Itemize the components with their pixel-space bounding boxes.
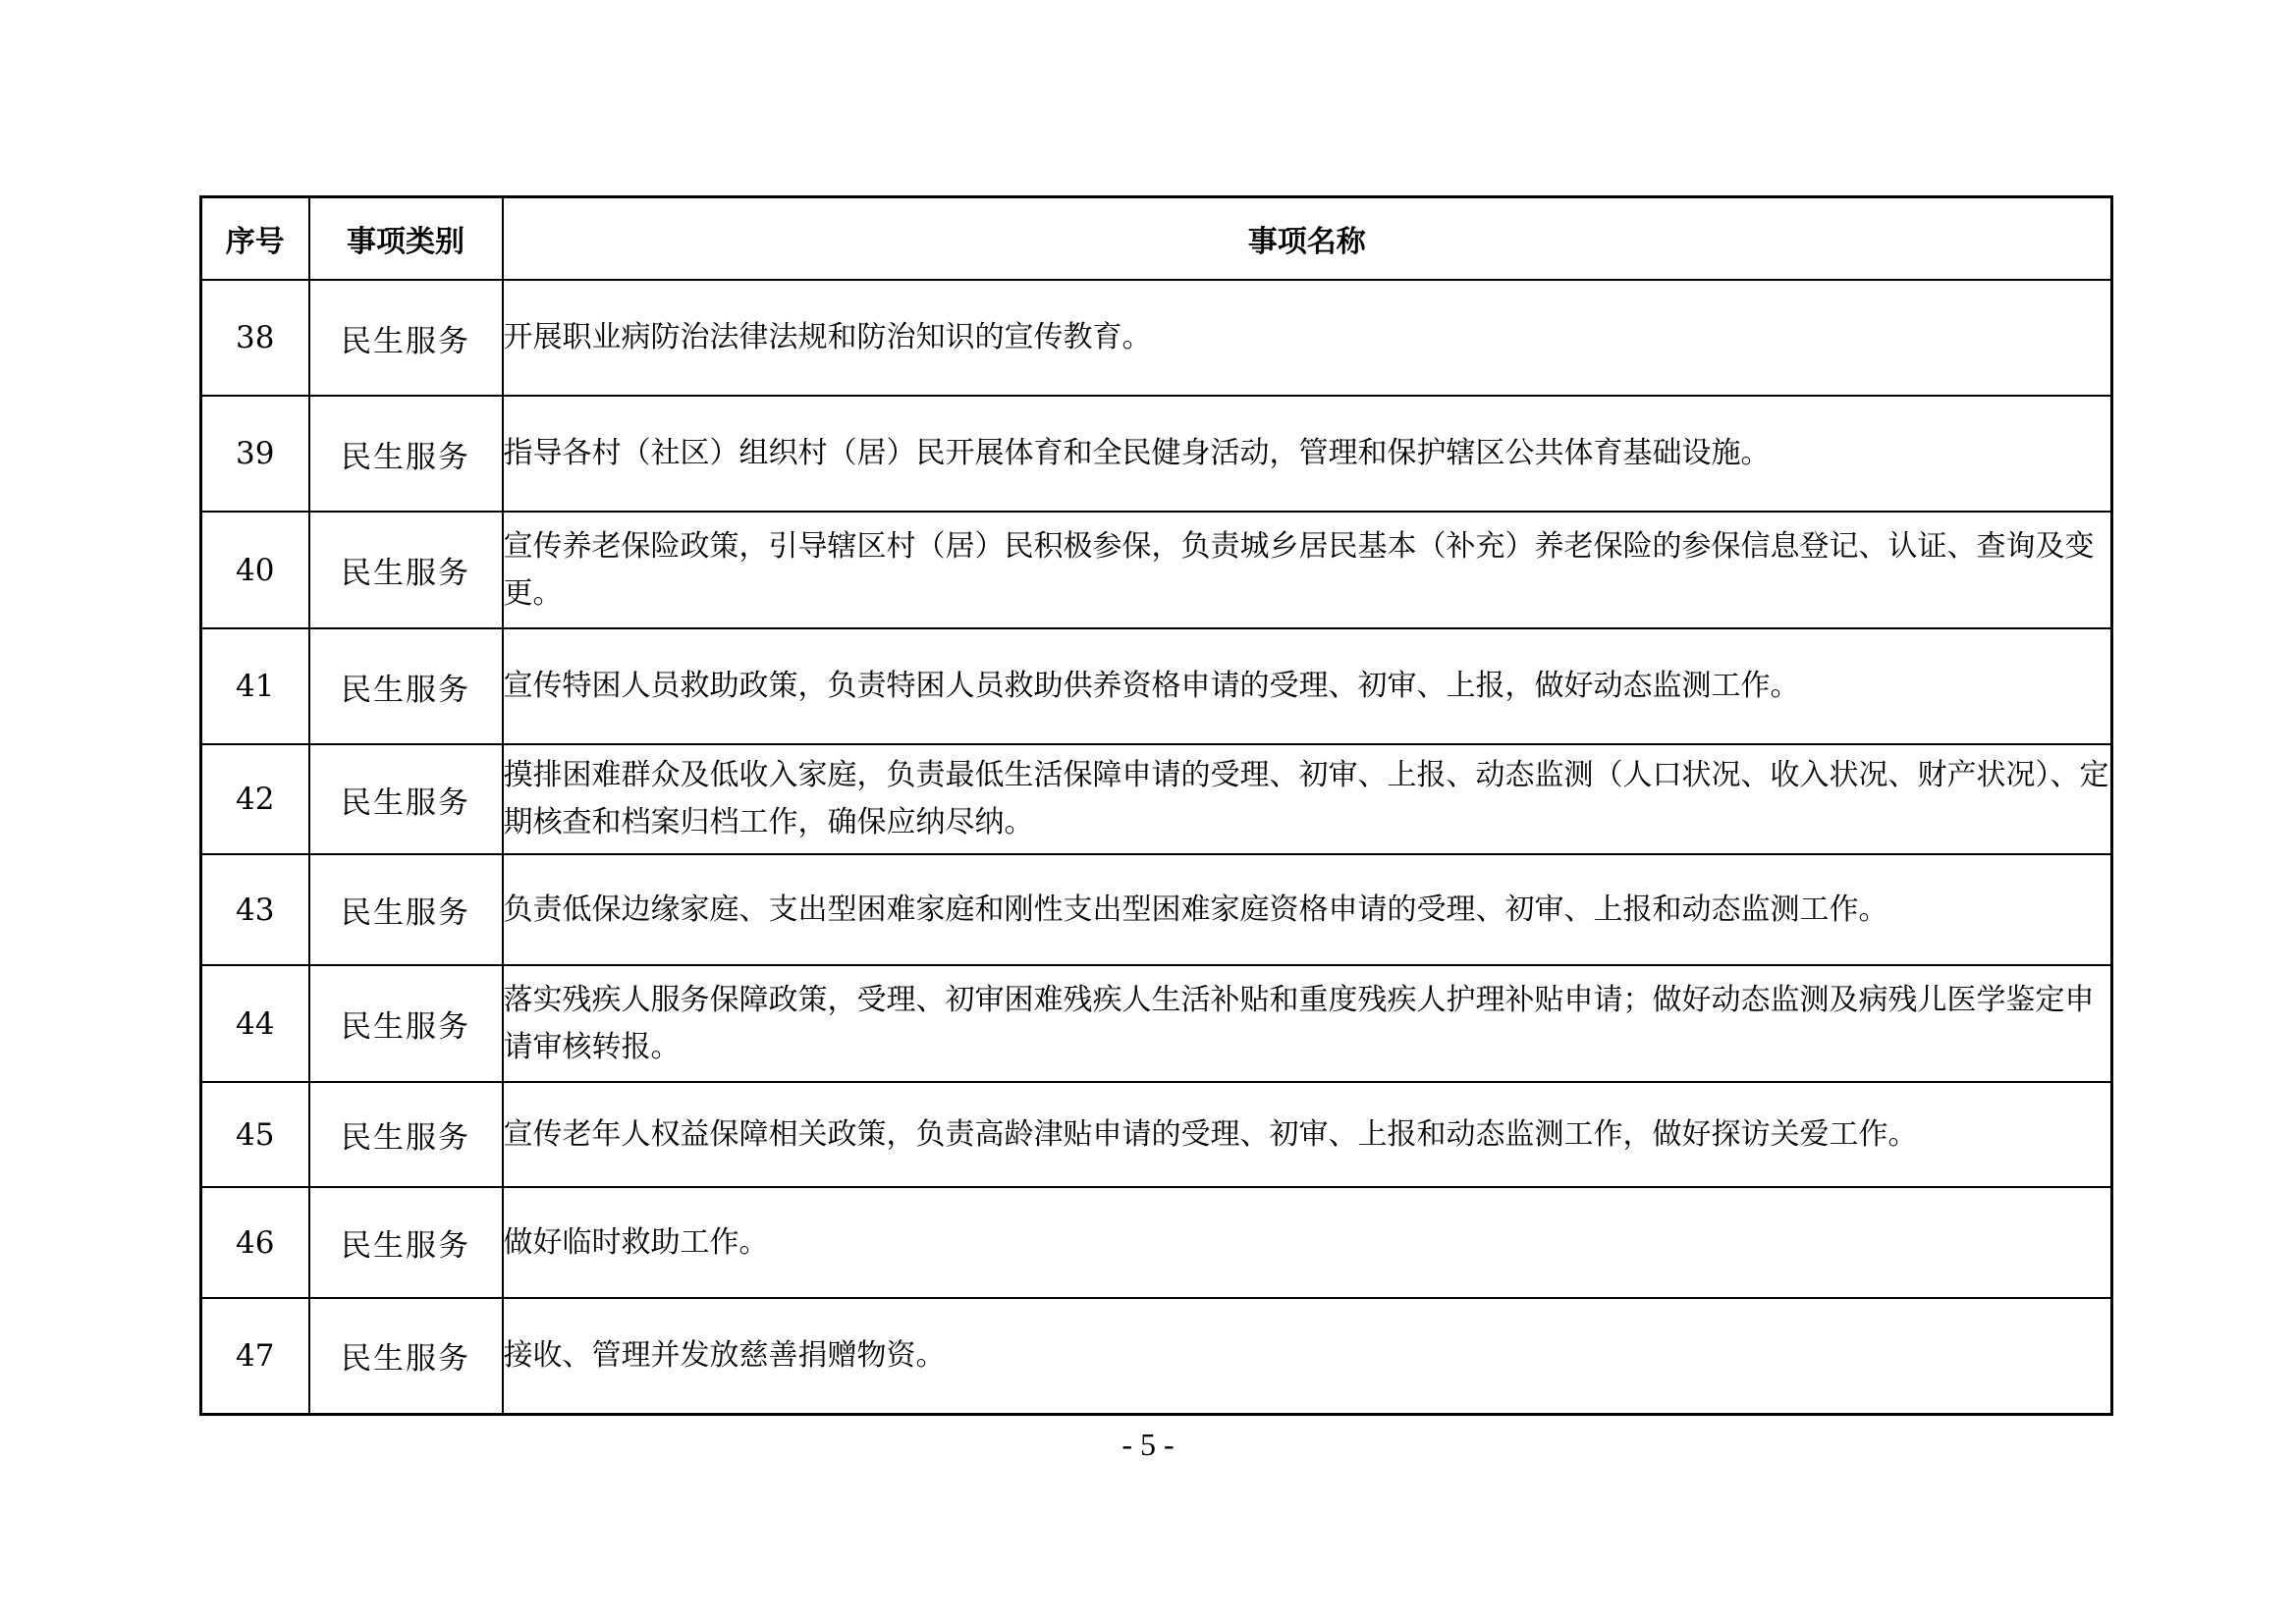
table-row bbox=[201, 396, 2112, 512]
row-item-name: 负责低保边缘家庭、支出型困难家庭和刚性支出型困难家庭资格申请的受理、初审、上报和动态监测工作。 bbox=[503, 854, 2112, 965]
row-number: 41 bbox=[201, 628, 309, 744]
row-category: 民生服务 bbox=[309, 854, 503, 965]
row-category: 民生服务 bbox=[309, 628, 503, 744]
items-table bbox=[199, 195, 2113, 1416]
row-category: 民生服务 bbox=[309, 1082, 503, 1187]
table-row bbox=[201, 628, 2112, 744]
row-number: 43 bbox=[201, 854, 309, 965]
table-row bbox=[201, 965, 2112, 1082]
table-row bbox=[201, 854, 2112, 965]
row-category: 民生服务 bbox=[309, 1298, 503, 1414]
row-number: 39 bbox=[201, 396, 309, 512]
table-row bbox=[201, 1082, 2112, 1187]
row-item-name: 接收、管理并发放慈善捐赠物资。 bbox=[503, 1298, 2112, 1414]
row-category: 民生服务 bbox=[309, 280, 503, 396]
row-number: 44 bbox=[201, 965, 309, 1082]
table-row bbox=[201, 744, 2112, 854]
row-number: 38 bbox=[201, 280, 309, 396]
row-item-name: 宣传特困人员救助政策，负责特困人员救助供养资格申请的受理、初审、上报，做好动态监测工作。 bbox=[503, 628, 2112, 744]
row-category: 民生服务 bbox=[309, 744, 503, 854]
row-number: 40 bbox=[201, 512, 309, 628]
row-number: 42 bbox=[201, 744, 309, 854]
header-no: 序号 bbox=[201, 197, 309, 281]
row-number: 45 bbox=[201, 1082, 309, 1187]
row-item-name: 宣传老年人权益保障相关政策，负责高龄津贴申请的受理、初审、上报和动态监测工作，做好探访关爱工作。 bbox=[503, 1082, 2112, 1187]
row-category: 民生服务 bbox=[309, 1187, 503, 1298]
row-item-name: 摸排困难群众及低收入家庭，负责最低生活保障申请的受理、初审、上报、动态监测（人口状况、收入状况、财产状况）、定期核查和档案归档工作，确保应纳尽纳。 bbox=[503, 744, 2112, 854]
table-row bbox=[201, 1298, 2112, 1414]
row-item-name: 指导各村（社区）组织村（居）民开展体育和全民健身活动，管理和保护辖区公共体育基础设施。 bbox=[503, 396, 2112, 512]
row-category: 民生服务 bbox=[309, 396, 503, 512]
row-number: 46 bbox=[201, 1187, 309, 1298]
table-header-row bbox=[201, 197, 2112, 281]
row-item-name: 宣传养老保险政策，引导辖区村（居）民积极参保，负责城乡居民基本（补充）养老保险的参保信息登记、认证、查询及变更。 bbox=[503, 512, 2112, 628]
header-name: 事项名称 bbox=[503, 197, 2112, 281]
row-category: 民生服务 bbox=[309, 965, 503, 1082]
table-row bbox=[201, 280, 2112, 396]
row-item-name: 做好临时救助工作。 bbox=[503, 1187, 2112, 1298]
row-category: 民生服务 bbox=[309, 512, 503, 628]
row-item-name: 开展职业病防治法律法规和防治知识的宣传教育。 bbox=[503, 280, 2112, 396]
row-number: 47 bbox=[201, 1298, 309, 1414]
table-row bbox=[201, 1187, 2112, 1298]
page-number: - 5 - bbox=[1121, 1427, 1175, 1462]
table-row bbox=[201, 512, 2112, 628]
row-item-name: 落实残疾人服务保障政策，受理、初审困难残疾人生活补贴和重度残疾人护理补贴申请；做好动态监测及病残儿医学鉴定申请审核转报。 bbox=[503, 965, 2112, 1082]
header-category: 事项类别 bbox=[309, 197, 503, 281]
